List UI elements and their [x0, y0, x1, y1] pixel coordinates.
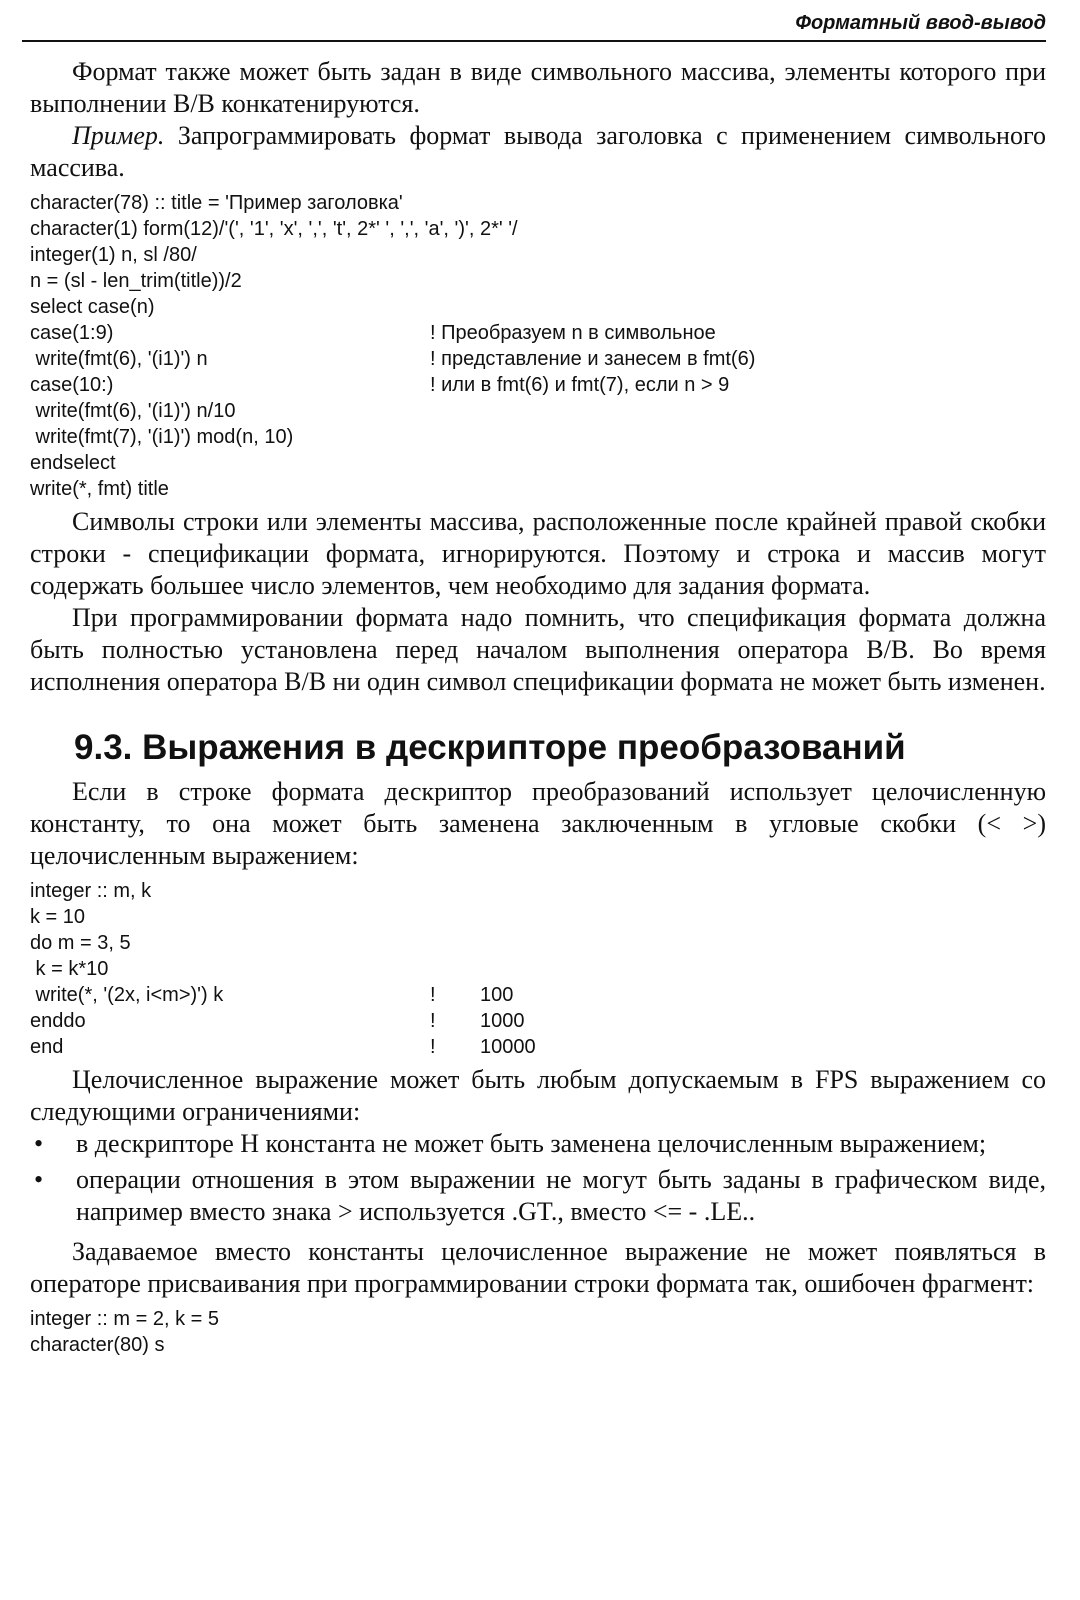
- code-comment: ! 10000: [430, 1036, 536, 1058]
- code-text: character(80) s: [30, 1334, 165, 1356]
- restrictions-list: [30, 1128, 1046, 1228]
- code-line: [30, 956, 1046, 982]
- restrictions-intro: Целочисленное выражение может быть любым допускаемым в FPS выражением со следующими ограничениями:: [30, 1065, 1046, 1126]
- code-line: [30, 930, 1046, 956]
- code-line: [30, 398, 1046, 424]
- code-block-expression-example: [30, 878, 1046, 1060]
- section-heading: 9.3. Выражения в дескрипторе преобразований: [74, 728, 906, 767]
- code-text: integer :: m, k: [30, 880, 152, 902]
- paragraph-ignored-symbols: Символы строки или элементы массива, расположенные после крайней правой скобки строки - спецификации формата, игнорируются. Поэтому и строка и массив могут содержать большее число элементов, чем необходимо для задания формата.: [30, 507, 1046, 600]
- code-line: [30, 450, 1046, 476]
- code-text: write(*, fmt) title: [30, 478, 169, 500]
- code-comment: ! 100: [430, 984, 514, 1006]
- code-text: write(fmt(7), '(i1)') mod(n, 10): [30, 426, 294, 448]
- intro-paragraph: Формат также может быть задан в виде символьного массива, элементы которого при выполнении В/В конкатенируются.: [30, 57, 1046, 118]
- code-text: n = (sl - len_trim(title))/2: [30, 270, 242, 292]
- code-text: k = 10: [30, 906, 86, 928]
- example-text: Запрограммировать формат вывода заголовка с применением символьного массива.: [30, 121, 1046, 182]
- code-line: [30, 346, 1046, 372]
- code-line: [30, 1332, 1046, 1358]
- code-comment: ! или в fmt(6) и fmt(7), если n > 9: [430, 374, 730, 396]
- bullet-icon: •: [34, 1165, 44, 1194]
- code-line: [30, 1034, 1046, 1060]
- code-line: [30, 878, 1046, 904]
- closing-paragraph: Задаваемое вместо константы целочисленное выражение не может появляться в операторе присваивания при программировании строки формата так, ошибочен фрагмент:: [30, 1237, 1046, 1298]
- code-comment: ! 1000: [430, 1010, 525, 1032]
- code-text: end: [30, 1036, 64, 1058]
- code-line: [30, 372, 1046, 398]
- code-line: [30, 216, 1046, 242]
- code-line: [30, 190, 1046, 216]
- code-line: [30, 294, 1046, 320]
- code-text: case(1:9): [30, 322, 114, 344]
- code-text: integer :: m = 2, k = 5: [30, 1308, 219, 1330]
- code-line: [30, 904, 1046, 930]
- code-line: [30, 242, 1046, 268]
- code-text: integer(1) n, sl /80/: [30, 244, 197, 266]
- running-header: Форматный ввод-вывод: [22, 6, 1046, 42]
- code-line: [30, 320, 1046, 346]
- example-paragraph: [30, 120, 1046, 184]
- code-comment: ! Преобразуем n в символьное: [430, 322, 716, 344]
- code-text: enddo: [30, 1010, 86, 1032]
- code-block-title-format: [30, 190, 1046, 502]
- page-content: [30, 56, 1046, 1362]
- code-text: do m = 3, 5: [30, 932, 131, 954]
- list-item-text: операции отношения в этом выражении не могут быть заданы в графическом виде, например вместо знака > используется .GT., вместо <= - .LE..: [76, 1165, 1046, 1226]
- paragraph-format-programming: При программировании формата надо помнить, что спецификация формата должна быть полностью установлена перед началом выполнения оператора В/В. Во время исполнения оператора В/В ни один символ спецификации формата не может быть изменен.: [30, 603, 1046, 696]
- example-label: Пример.: [72, 121, 165, 150]
- section-paragraph: Если в строке формата дескриптор преобразований использует целочисленную константу, то она может быть заменена заключенным в угловые скобки (< >) целочисленным выражением:: [30, 777, 1046, 870]
- code-line: [30, 982, 1046, 1008]
- code-text: case(10:): [30, 374, 114, 396]
- list-item: [30, 1164, 1046, 1228]
- code-line: [30, 268, 1046, 294]
- code-text: select case(n): [30, 296, 155, 318]
- code-text: k = k*10: [30, 958, 109, 980]
- code-block-erroneous-fragment: [30, 1306, 1046, 1358]
- bullet-icon: •: [34, 1129, 44, 1158]
- code-line: [30, 424, 1046, 450]
- code-line: [30, 1008, 1046, 1034]
- code-text: character(1) form(12)/'(', '1', 'x', ',', 't', 2*' ', ',', 'a', ')', 2*' '/: [30, 218, 518, 240]
- code-line: [30, 476, 1046, 502]
- list-item-text: в дескрипторе H константа не может быть заменена целочисленным выражением;: [76, 1129, 987, 1158]
- list-item: [30, 1128, 1046, 1160]
- code-line: [30, 1306, 1046, 1332]
- code-text: character(78) :: title = 'Пример заголовка': [30, 192, 403, 214]
- code-comment: ! представление и занесем в fmt(6): [430, 348, 756, 370]
- code-text: write(*, '(2x, i<m>)') k: [30, 984, 224, 1006]
- code-text: write(fmt(6), '(i1)') n: [30, 348, 208, 370]
- code-text: endselect: [30, 452, 116, 474]
- code-text: write(fmt(6), '(i1)') n/10: [30, 400, 236, 422]
